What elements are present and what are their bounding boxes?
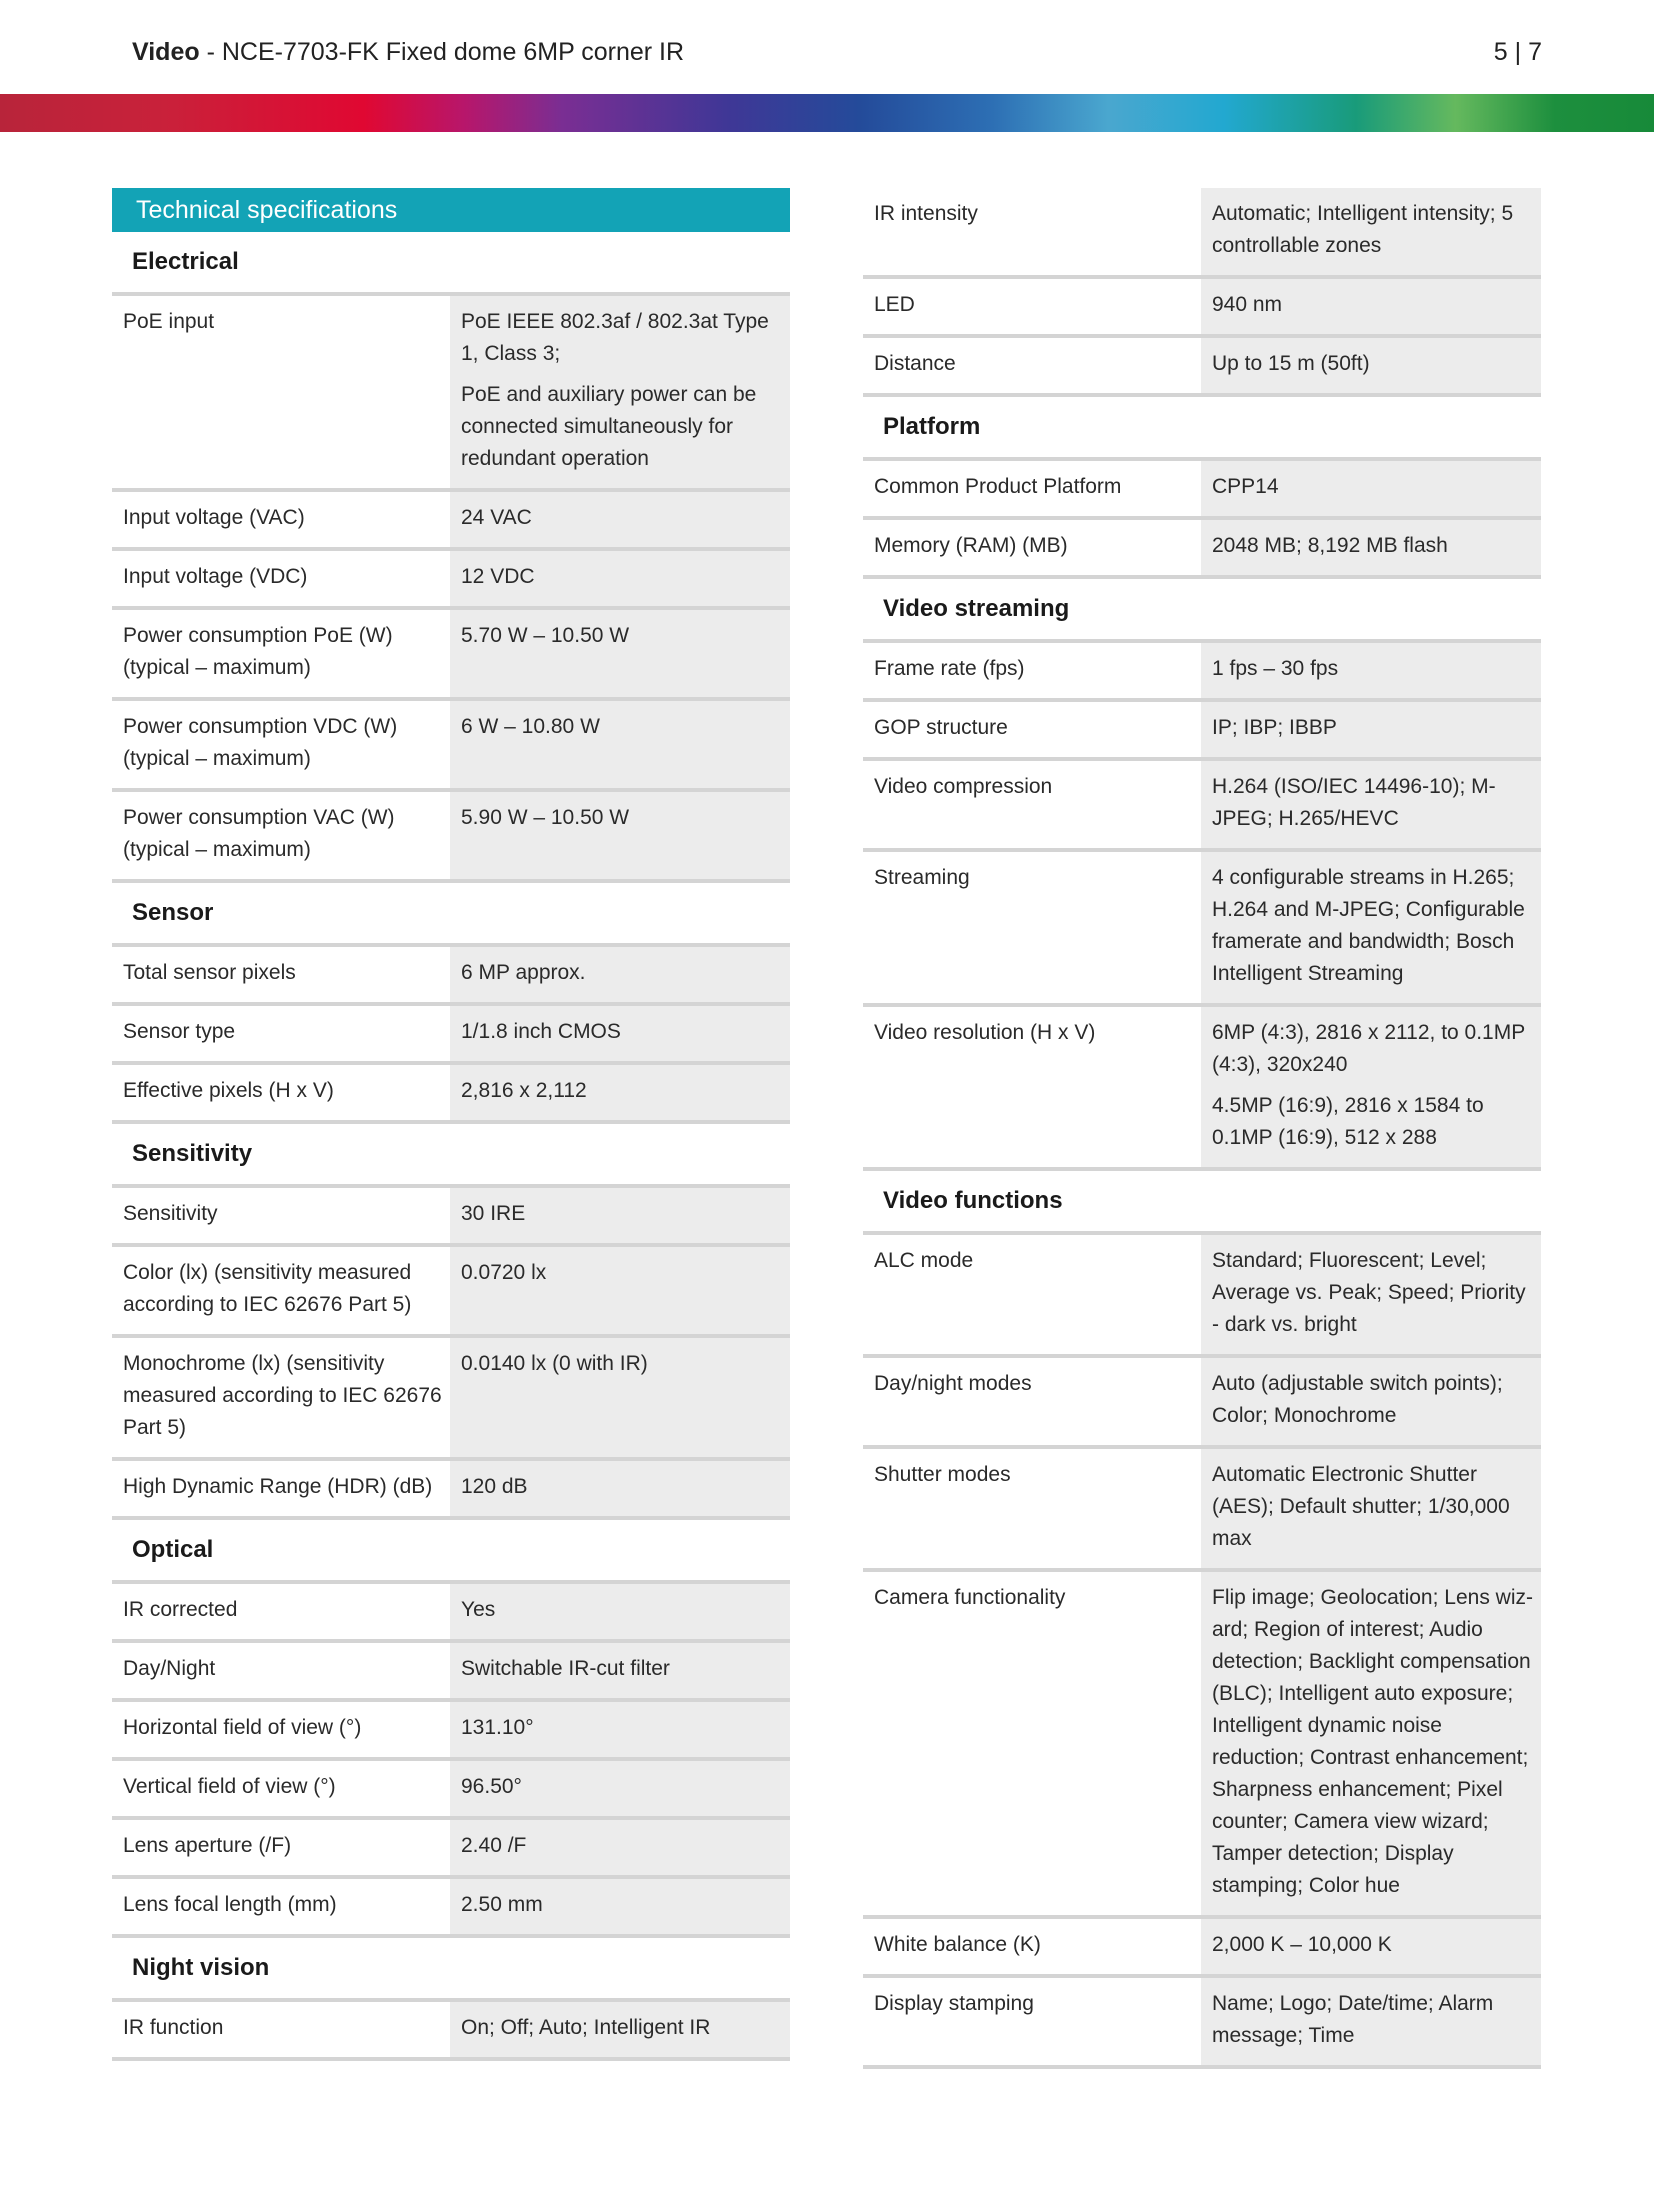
spec-label: Power consumption VDC (W) (typical – maximum) — [123, 715, 398, 770]
spec-value-line: 96.50° — [461, 1775, 522, 1798]
spec-value-line: 2.40 /F — [461, 1834, 527, 1857]
spec-value — [450, 1188, 790, 1243]
spec-row — [863, 279, 1541, 338]
spec-value-line: Up to 15 m (50ft) — [1212, 352, 1370, 375]
document-title-bold: Video — [132, 38, 200, 66]
spec-row — [112, 2002, 790, 2061]
spec-label: Effective pixels (H x V) — [123, 1079, 334, 1102]
section-heading-sensitivity: Sensitivity — [112, 1124, 790, 1188]
spec-value-line: 5.70 W – 10.50 W — [461, 624, 630, 647]
spec-label: LED — [874, 293, 915, 316]
spec-row — [863, 188, 1541, 279]
spec-label: IR corrected — [123, 1598, 238, 1621]
spec-value — [1201, 702, 1541, 757]
section-heading-platform: Platform — [863, 397, 1541, 461]
spec-value-line: PoE and auxiliary power can be connected simultaneously for redundant operation — [461, 383, 757, 470]
document-title-rest: - NCE-7703-FK Fixed dome 6MP corner IR — [199, 38, 685, 66]
spec-label: Lens aperture (/F) — [123, 1834, 292, 1857]
page-header — [132, 38, 1542, 78]
spec-row — [863, 702, 1541, 761]
spec-row — [863, 1978, 1541, 2069]
spec-label: Camera functionality — [874, 1586, 1066, 1609]
section-heading-video-functions: Video functions — [863, 1171, 1541, 1235]
spec-row — [112, 947, 790, 1006]
spec-row — [863, 1358, 1541, 1449]
section-heading-sensor: Sensor — [112, 883, 790, 947]
spec-value — [450, 1065, 790, 1120]
spec-value-line: 6MP (4:3), 2816 x 2112, to 0.1MP (4:3), 320x240 — [1212, 1021, 1525, 1076]
spec-value-line: 2048 MB; 8,192 MB flash — [1212, 534, 1448, 557]
section-heading-night-vision: Night vision — [112, 1938, 790, 2002]
spec-row — [863, 520, 1541, 579]
spec-value — [1201, 338, 1541, 393]
spec-row — [112, 1006, 790, 1065]
spec-value — [450, 1820, 790, 1875]
spec-value-line: Automatic; Intelligent intensity; 5 controllable zones — [1212, 202, 1514, 257]
spec-row — [863, 643, 1541, 702]
spec-label: PoE input — [123, 310, 215, 333]
spec-label: ALC mode — [874, 1249, 974, 1272]
spec-value-line: 5.90 W – 10.50 W — [461, 806, 630, 829]
section-banner: Technical specifications — [112, 188, 790, 232]
spec-value-line: 4 configurable streams in H.265; H.264 and M-JPEG; Configurable framerate and bandwidth; Bosch Intelligent Streaming — [1212, 866, 1525, 985]
spec-value — [1201, 1449, 1541, 1568]
spec-label: Shutter modes — [874, 1463, 1011, 1486]
spec-row — [112, 1065, 790, 1124]
spec-value — [450, 492, 790, 547]
spec-row — [863, 1235, 1541, 1358]
spec-value-line: Standard; Fluorescent; Level; Average vs. Peak; Speed; Priority - dark vs. bright — [1212, 1249, 1526, 1336]
spec-value-line: 2,000 K – 10,000 K — [1212, 1933, 1392, 1956]
spec-value-line: CPP14 — [1212, 475, 1279, 498]
spec-label: Display stamping — [874, 1992, 1034, 2015]
spec-label: Common Product Platform — [874, 475, 1122, 498]
spec-label: Video compression — [874, 775, 1053, 798]
spec-value-line: Yes — [461, 1598, 496, 1621]
spec-label: Horizontal field of view (°) — [123, 1716, 362, 1739]
spec-row — [863, 852, 1541, 1007]
spec-value — [1201, 1358, 1541, 1445]
spec-value — [450, 792, 790, 879]
spec-value-line: IP; IBP; IBBP — [1212, 716, 1337, 739]
spec-label: Color (lx) (sensitivity measured according to IEC 62676 Part 5) — [123, 1261, 412, 1316]
section-heading-video-streaming: Video streaming — [863, 579, 1541, 643]
spec-value — [450, 296, 790, 488]
spec-label: Day/night modes — [874, 1372, 1032, 1395]
spec-row — [112, 1761, 790, 1820]
spec-value-line: 4.5MP (16:9), 2816 x 1584 to 0.1MP (16:9), 512 x 288 — [1212, 1094, 1484, 1149]
spec-row — [863, 461, 1541, 520]
spec-row — [112, 610, 790, 701]
spec-value — [450, 1879, 790, 1934]
spec-label: Input voltage (VAC) — [123, 506, 305, 529]
spec-label: Video resolution (H x V) — [874, 1021, 1096, 1044]
spec-row — [112, 792, 790, 883]
spec-value — [450, 610, 790, 697]
spec-label: Power consumption PoE (W) (typical – maximum) — [123, 624, 393, 679]
spec-label: Distance — [874, 352, 956, 375]
spec-value — [450, 1761, 790, 1816]
spec-label: Lens focal length (mm) — [123, 1893, 337, 1916]
spec-value — [1201, 520, 1541, 575]
spec-value — [450, 1702, 790, 1757]
spec-label: Frame rate (fps) — [874, 657, 1025, 680]
spec-value — [450, 947, 790, 1002]
spec-value — [1201, 643, 1541, 698]
color-band — [0, 94, 1654, 132]
spec-label: Day/Night — [123, 1657, 216, 1680]
spec-value — [450, 701, 790, 788]
spec-value — [1201, 1235, 1541, 1354]
spec-value — [1201, 279, 1541, 334]
section-heading-electrical: Electrical — [112, 232, 790, 296]
spec-value-line: On; Off; Auto; Intelligent IR — [461, 2016, 711, 2039]
spec-value — [1201, 761, 1541, 848]
document-title — [132, 38, 684, 67]
spec-label: Input voltage (VDC) — [123, 565, 308, 588]
spec-value-line: 120 dB — [461, 1475, 528, 1498]
spec-label: Power consumption VAC (W) (typical – maximum) — [123, 806, 395, 861]
spec-row — [112, 1461, 790, 1520]
spec-label: Sensitivity — [123, 1202, 218, 1225]
spec-value — [1201, 1978, 1541, 2065]
spec-value-line: 0.0140 lx (0 with IR) — [461, 1352, 648, 1375]
spec-value — [1201, 461, 1541, 516]
spec-row — [112, 1702, 790, 1761]
spec-value — [450, 1584, 790, 1639]
spec-value-line: 131.10° — [461, 1716, 534, 1739]
spec-row — [112, 1188, 790, 1247]
spec-value-line: 6 MP approx. — [461, 961, 586, 984]
spec-value-line: 12 VDC — [461, 565, 535, 588]
page-number: 5 | 7 — [1493, 38, 1542, 66]
spec-row — [863, 1572, 1541, 1919]
spec-value — [1201, 1572, 1541, 1915]
section-heading-optical: Optical — [112, 1520, 790, 1584]
spec-row — [863, 1919, 1541, 1978]
spec-value — [450, 1338, 790, 1457]
spec-value — [1201, 188, 1541, 275]
spec-value-line: PoE IEEE 802.3af / 802.3at Type 1, Class 3; — [461, 310, 769, 365]
spec-row — [863, 1007, 1541, 1171]
spec-label: Monochrome (lx) (sensitivity measured according to IEC 62676 Part 5) — [123, 1352, 442, 1439]
left-column — [112, 188, 790, 2061]
spec-value-line: Name; Logo; Date/time; Alarm message; Time — [1212, 1992, 1494, 2047]
spec-label: Memory (RAM) (MB) — [874, 534, 1068, 557]
spec-value-line: Automatic Electronic Shutter (AES); Default shutter; 1/30,000 max — [1212, 1463, 1510, 1550]
spec-value-line: 2,816 x 2,112 — [461, 1079, 587, 1102]
spec-row — [112, 1879, 790, 1938]
spec-label: IR function — [123, 2016, 224, 2039]
spec-value-line: 940 nm — [1212, 293, 1283, 316]
spec-value-line: 6 W – 10.80 W — [461, 715, 600, 738]
spec-label: Vertical field of view (°) — [123, 1775, 336, 1798]
spec-label: GOP structure — [874, 716, 1008, 739]
spec-label: Total sensor pixels — [123, 961, 296, 984]
spec-row — [112, 492, 790, 551]
spec-value — [450, 1643, 790, 1698]
spec-value-line: H.264 (ISO/IEC 14496-10); M-JPEG; H.265/HEVC — [1212, 775, 1496, 830]
spec-value-line: 2.50 mm — [461, 1893, 543, 1916]
spec-value — [450, 551, 790, 606]
right-column — [863, 188, 1541, 2069]
spec-row — [112, 1338, 790, 1461]
spec-value — [1201, 852, 1541, 1003]
spec-value-line: 0.0720 lx — [461, 1261, 547, 1284]
spec-value-line: Flip image; Geolocation; Lens wizard; Region of interest; Audio detection; Backlight compensation (BLC); Intelligent auto exposure; Intelligent dynamic noise reduction; Contrast enhancement; Sharpness enhancement; Pixel counter; Camera view wizard; Tamper detection; Display stamping; Color hue — [1212, 1586, 1533, 1897]
spec-value — [450, 1006, 790, 1061]
spec-value — [1201, 1919, 1541, 1974]
spec-row — [112, 551, 790, 610]
spec-value-line: 1/1.8 inch CMOS — [461, 1020, 621, 1043]
spec-label: White balance (K) — [874, 1933, 1041, 1956]
spec-row — [863, 761, 1541, 852]
spec-value-line: Switchable IR-cut filter — [461, 1657, 670, 1680]
spec-label: High Dynamic Range (HDR) (dB) — [123, 1475, 433, 1498]
spec-label: IR intensity — [874, 202, 978, 225]
spec-value-line: 24 VAC — [461, 506, 532, 529]
spec-value-line: 1 fps – 30 fps — [1212, 657, 1339, 680]
spec-row — [112, 1643, 790, 1702]
spec-value-line: 30 IRE — [461, 1202, 526, 1225]
spec-row — [863, 1449, 1541, 1572]
spec-value — [450, 1461, 790, 1516]
spec-row — [863, 338, 1541, 397]
spec-row — [112, 1247, 790, 1338]
spec-row — [112, 296, 790, 492]
spec-row — [112, 1820, 790, 1879]
spec-label: Streaming — [874, 866, 970, 889]
spec-row — [112, 1584, 790, 1643]
spec-value-line: Auto (adjustable switch points); Color; Monochrome — [1212, 1372, 1503, 1427]
spec-label: Sensor type — [123, 1020, 236, 1043]
spec-value — [450, 1247, 790, 1334]
spec-value — [1201, 1007, 1541, 1167]
spec-value — [450, 2002, 790, 2057]
spec-row — [112, 701, 790, 792]
